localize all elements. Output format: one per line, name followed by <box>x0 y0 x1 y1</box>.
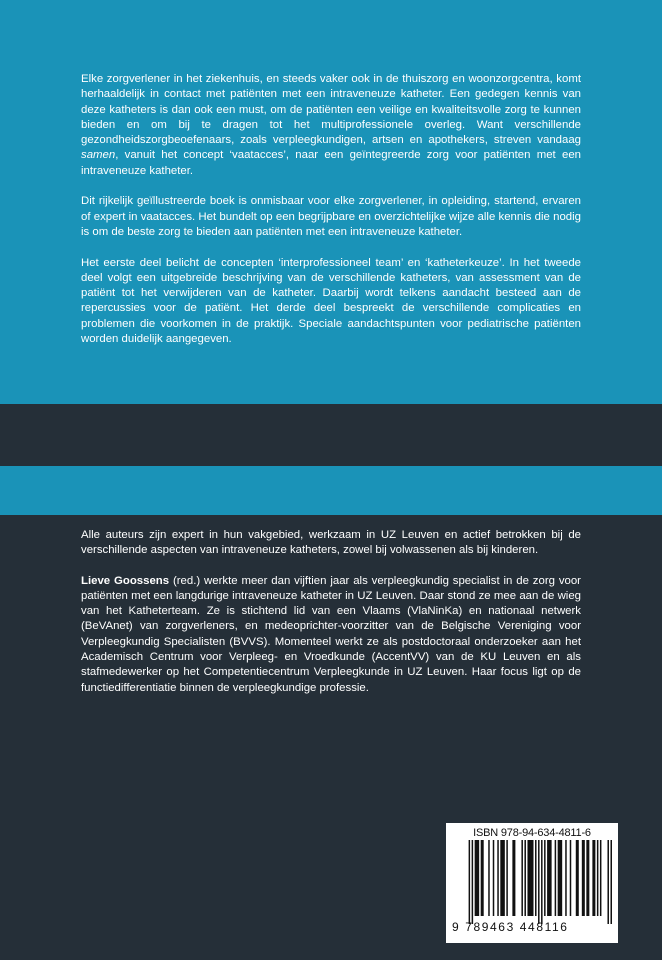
barcode-bar <box>506 840 508 916</box>
barcode-bar <box>497 840 499 916</box>
author-bio-text: (red.) werkte meer dan vijftien jaar als verpleegkundig specialist in de zorg voor patiënten met een langdurige intraveneuze katheter in UZ Leuven. Daar stond ze mee aan de wieg van het Katheterteam. Ze is stichtend lid van een Vlaams (VlaNinKa) en nationaal netwerk (BeVAnet) van zorgverleners, en medeoprichter-voorzitter van de Belgische Vereniging voor Verpleegkundig Specialisten (BVVS). Momenteel werkt ze als postdoctoraal onderzoeker aan het Academisch Centrum voor Verpleeg- en Vroedkunde (AccentVV) van de KU Leuven en als stafmedewerker op het Competentiecentrum Verpleegkunde in UZ Leuven. Haar focus ligt op de functiedifferentiatie binnen de verpleegkundige professie. <box>81 574 581 694</box>
barcode-bar <box>576 840 579 916</box>
barcode-bar <box>500 840 505 916</box>
barcode-bar <box>472 840 474 924</box>
barcode-bar <box>565 840 567 916</box>
barcode-bar <box>493 840 495 916</box>
barcode-bar <box>541 840 543 924</box>
barcode-bar <box>570 840 572 916</box>
blurb-paragraph-3: Het eerste deel belicht de concepten ‘interprofessioneel team’ en ‘katheterkeuze’. In het tweede deel volgt een uitgebreide beschrijving van de verschillende katheters, van assessment van de patiënt tot het verwijderen van de katheter. Daarbij wordt telkens aandacht besteed aan de repercussies voor de patiënt. Het derde deel bespreekt de verschillende complicaties en problemen die voorkomen in de praktijk. Speciale aandachtspunten voor pediatrische patiënten worden duidelijk aangegeven. <box>81 256 581 346</box>
barcode-bar <box>597 840 599 916</box>
barcode-bar <box>555 840 557 916</box>
isbn-label: ISBN 978-94-634-4811-6 <box>473 827 591 839</box>
barcode-bar <box>558 840 563 916</box>
barcode-bar <box>488 840 490 916</box>
barcode-bar <box>592 840 595 916</box>
author-name: Lieve Goossens <box>81 574 170 587</box>
blurb-paragraph-2: Dit rijkelijk geïllustreerde boek is onmisbaar voor elke zorgverlener, in opleiding, startend, ervaren of expert in vaatacces. Het bundelt op een begrijpbare en overzichtelijke wijze alle kennis die nodig is om de beste zorg te bieden aan patiënten met een intraveneuze katheter. <box>81 195 581 238</box>
barcode-bar <box>538 840 540 924</box>
barcode-bars <box>452 840 612 924</box>
divider-band-dark <box>0 404 662 466</box>
barcode-bar <box>535 840 537 916</box>
top-blurb-panel <box>0 0 662 404</box>
isbn-barcode <box>446 823 618 943</box>
barcode-bar <box>582 840 585 916</box>
barcode-bar <box>600 840 602 916</box>
barcode-digits: 9 789463 448116 <box>452 920 569 934</box>
barcode-bar <box>610 840 612 924</box>
barcode-bar <box>481 840 484 916</box>
divider-band-blue <box>0 466 662 515</box>
barcode-bar <box>544 840 546 916</box>
authors-intro: Alle auteurs zijn expert in hun vakgebied, werkzaam in UZ Leuven en actief betrokken bij de verschillende aspecten van intraveneuze katheters, zowel bij volwassenen als bij kinderen. <box>81 529 581 557</box>
barcode-bar <box>475 840 480 916</box>
emphasis-samen: samen <box>81 149 116 162</box>
author-bio <box>81 574 581 696</box>
barcode-bar <box>607 840 609 924</box>
blurb-paragraph-1: Elke zorgverlener in het ziekenhuis, en steeds vaker ook in de thuiszorg en woonzorgcentra, komt herhaaldelijk in contact met patiënten met een intraveneuze katheter. Een gedegen kennis van deze katheters is dan ook een must, om de patiënten een veilige en kwaliteitsvolle zorg te kunnen bieden en om bij te dragen tot het multiprofessionele overleg. Want verschillende gezondheidszorgbeoefenaars, zoals verpleegkundigen, artsen en apothekers, streven vandaag samen, vanuit het concept ‘vaatacces’, naar een geïntegreerde zorg voor patiënten met een intraveneuze katheter. <box>81 73 581 177</box>
barcode-bar <box>524 840 526 916</box>
barcode-bar <box>469 840 471 924</box>
barcode-bar <box>586 840 589 916</box>
barcode-bar <box>527 840 533 916</box>
barcode-bar <box>512 840 515 916</box>
barcode-bar <box>521 840 523 916</box>
barcode-bar <box>547 840 552 916</box>
